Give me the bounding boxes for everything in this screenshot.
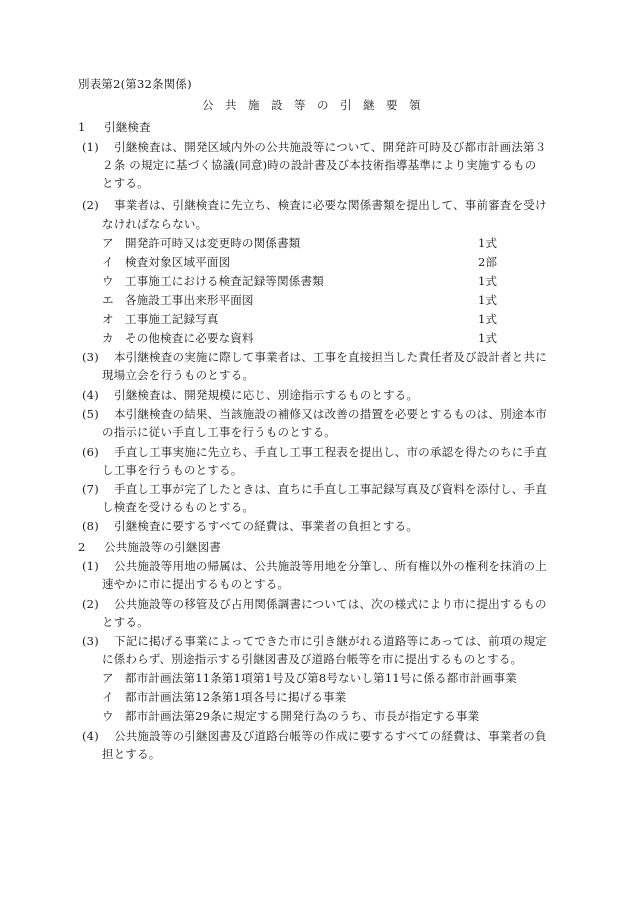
item-text-line: し工事を行うものとする。 (102, 463, 243, 477)
item-text-line: 事業者は、引継検査に先立ち、検査に必要な関係書類を提出して、事前審査を受け (114, 198, 547, 212)
item-text-line: なければならない。 (102, 217, 208, 231)
list-item-mark: ア (102, 671, 114, 685)
section-2-heading: 公共施設等の引継図書 (104, 540, 221, 554)
item-text-line: 現場立会を行うものとする。 (102, 368, 255, 382)
list-item-text: 都市計画法第11条第1項第1号及び第8号ないし第11号に係る都市計画事業 (125, 671, 517, 685)
list-item-text: 都市計画法第12条第1項各号に掲げる事業 (125, 690, 347, 704)
list-item-mark: イ (102, 690, 114, 704)
item-text-line: 手直し工事が完了したときは、直ちに手直し工事記録写真及び資料を添付し、手直 (114, 482, 547, 496)
item-number: (2) (82, 597, 99, 611)
item-text-line: に係わらず、別途指示する引継図書及び道路台帳等を市に提出するものとする。 (102, 652, 523, 666)
item-text-line: とする。 (102, 615, 149, 629)
item-number: (4) (82, 388, 99, 402)
section-2-number: 2 (78, 540, 86, 554)
item-text-line: 公共施設等用地の帰属は、公共施設等用地を分筆し、所有権以外の権利を抹消の上 (114, 559, 547, 573)
item-text-line: 引継検査に要するすべての経費は、事業者の負担とする。 (114, 519, 418, 533)
list-item-name: 検査対象区域平面図 (125, 255, 231, 269)
item-number: (2) (82, 198, 99, 212)
section-1-heading: 引継検査 (104, 120, 151, 134)
list-item-name: 工事施工における検査記録等関係書類 (125, 274, 324, 288)
list-item-name: 工事施工記録写真 (125, 312, 219, 326)
item-number: (7) (82, 482, 99, 496)
list-item-quantity: 1式 (478, 312, 498, 326)
list-item-quantity: 1式 (478, 274, 498, 288)
item-text-line: 引継検査は、開発規模に応じ、別途指示するものとする。 (114, 388, 419, 402)
list-item-mark: オ (102, 312, 114, 326)
item-text-line: とする。 (102, 176, 149, 190)
item-text-line: 担とする。 (102, 747, 161, 761)
item-number: (1) (82, 559, 99, 573)
item-text-line: し検査を受けるものとする。 (102, 500, 255, 514)
list-item-name: 開発許可時又は変更時の関係書類 (125, 236, 301, 250)
section-1-number: 1 (78, 120, 86, 134)
item-number: (1) (82, 140, 99, 154)
item-number: (8) (82, 519, 99, 533)
list-item-name: 各施設工事出来形平面図 (125, 293, 254, 307)
list-item-text: 都市計画法第29条に規定する開発行為のうち、市長が指定する事業 (125, 709, 480, 723)
item-text-line: 公共施設等の引継図書及び道路台帳等の作成に要するすべての経費は、事業者の負 (114, 729, 547, 743)
annex-header: 別表第2(第32条関係) (78, 77, 192, 91)
list-item-quantity: 2部 (478, 255, 498, 269)
list-item-quantity: 1式 (478, 236, 498, 250)
item-text-line: の指示に従い手直し工事を行うものとする。 (102, 425, 336, 439)
list-item-name: その他検査に必要な資料 (125, 331, 254, 345)
list-item-mark: ウ (102, 274, 114, 288)
item-text-line: 本引継検査の実施に際して事業者は、工事を直接担当した責任者及び設計者と共に (114, 350, 547, 364)
list-item-mark: ア (102, 236, 114, 250)
item-text-line: 公共施設等の移管及び占用関係調書については、次の様式により市に提出するもの (114, 597, 547, 611)
page-title: 公 共 施 設 等 の 引 継 要 領 (202, 98, 421, 112)
item-number: (3) (82, 350, 99, 364)
item-number: (3) (82, 634, 99, 648)
list-item-mark: カ (102, 331, 114, 345)
item-text-line: 引継検査は、開発区域内外の公共施設等について、開発許可時及び都市計画法第３ (114, 140, 547, 154)
list-item-quantity: 1式 (478, 293, 498, 307)
item-number: (5) (82, 407, 99, 421)
list-item-mark: イ (102, 255, 114, 269)
item-text-line: 速やかに市に提出するものとする。 (102, 577, 290, 591)
item-number: (4) (82, 729, 99, 743)
list-item-quantity: 1式 (478, 331, 498, 345)
item-text-line: 下記に掲げる事業によってできた市に引き継がれる道路等にあっては、前項の規定 (114, 634, 547, 648)
item-text-line: 手直し工事実施に先立ち、手直し工事工程表を提出し、市の承認を得たのちに手直 (114, 445, 547, 459)
list-item-mark: エ (102, 293, 114, 307)
item-text-line: 本引継検査の結果、当該施設の補修又は改善の措置を必要とするものは、別途本市 (114, 407, 547, 421)
item-text-line: ２条 の規定に基づく協議(同意)時の設計書及び本技術指導基準により実施するもの (102, 158, 537, 172)
list-item-mark: ウ (102, 709, 114, 723)
item-number: (6) (82, 445, 99, 459)
